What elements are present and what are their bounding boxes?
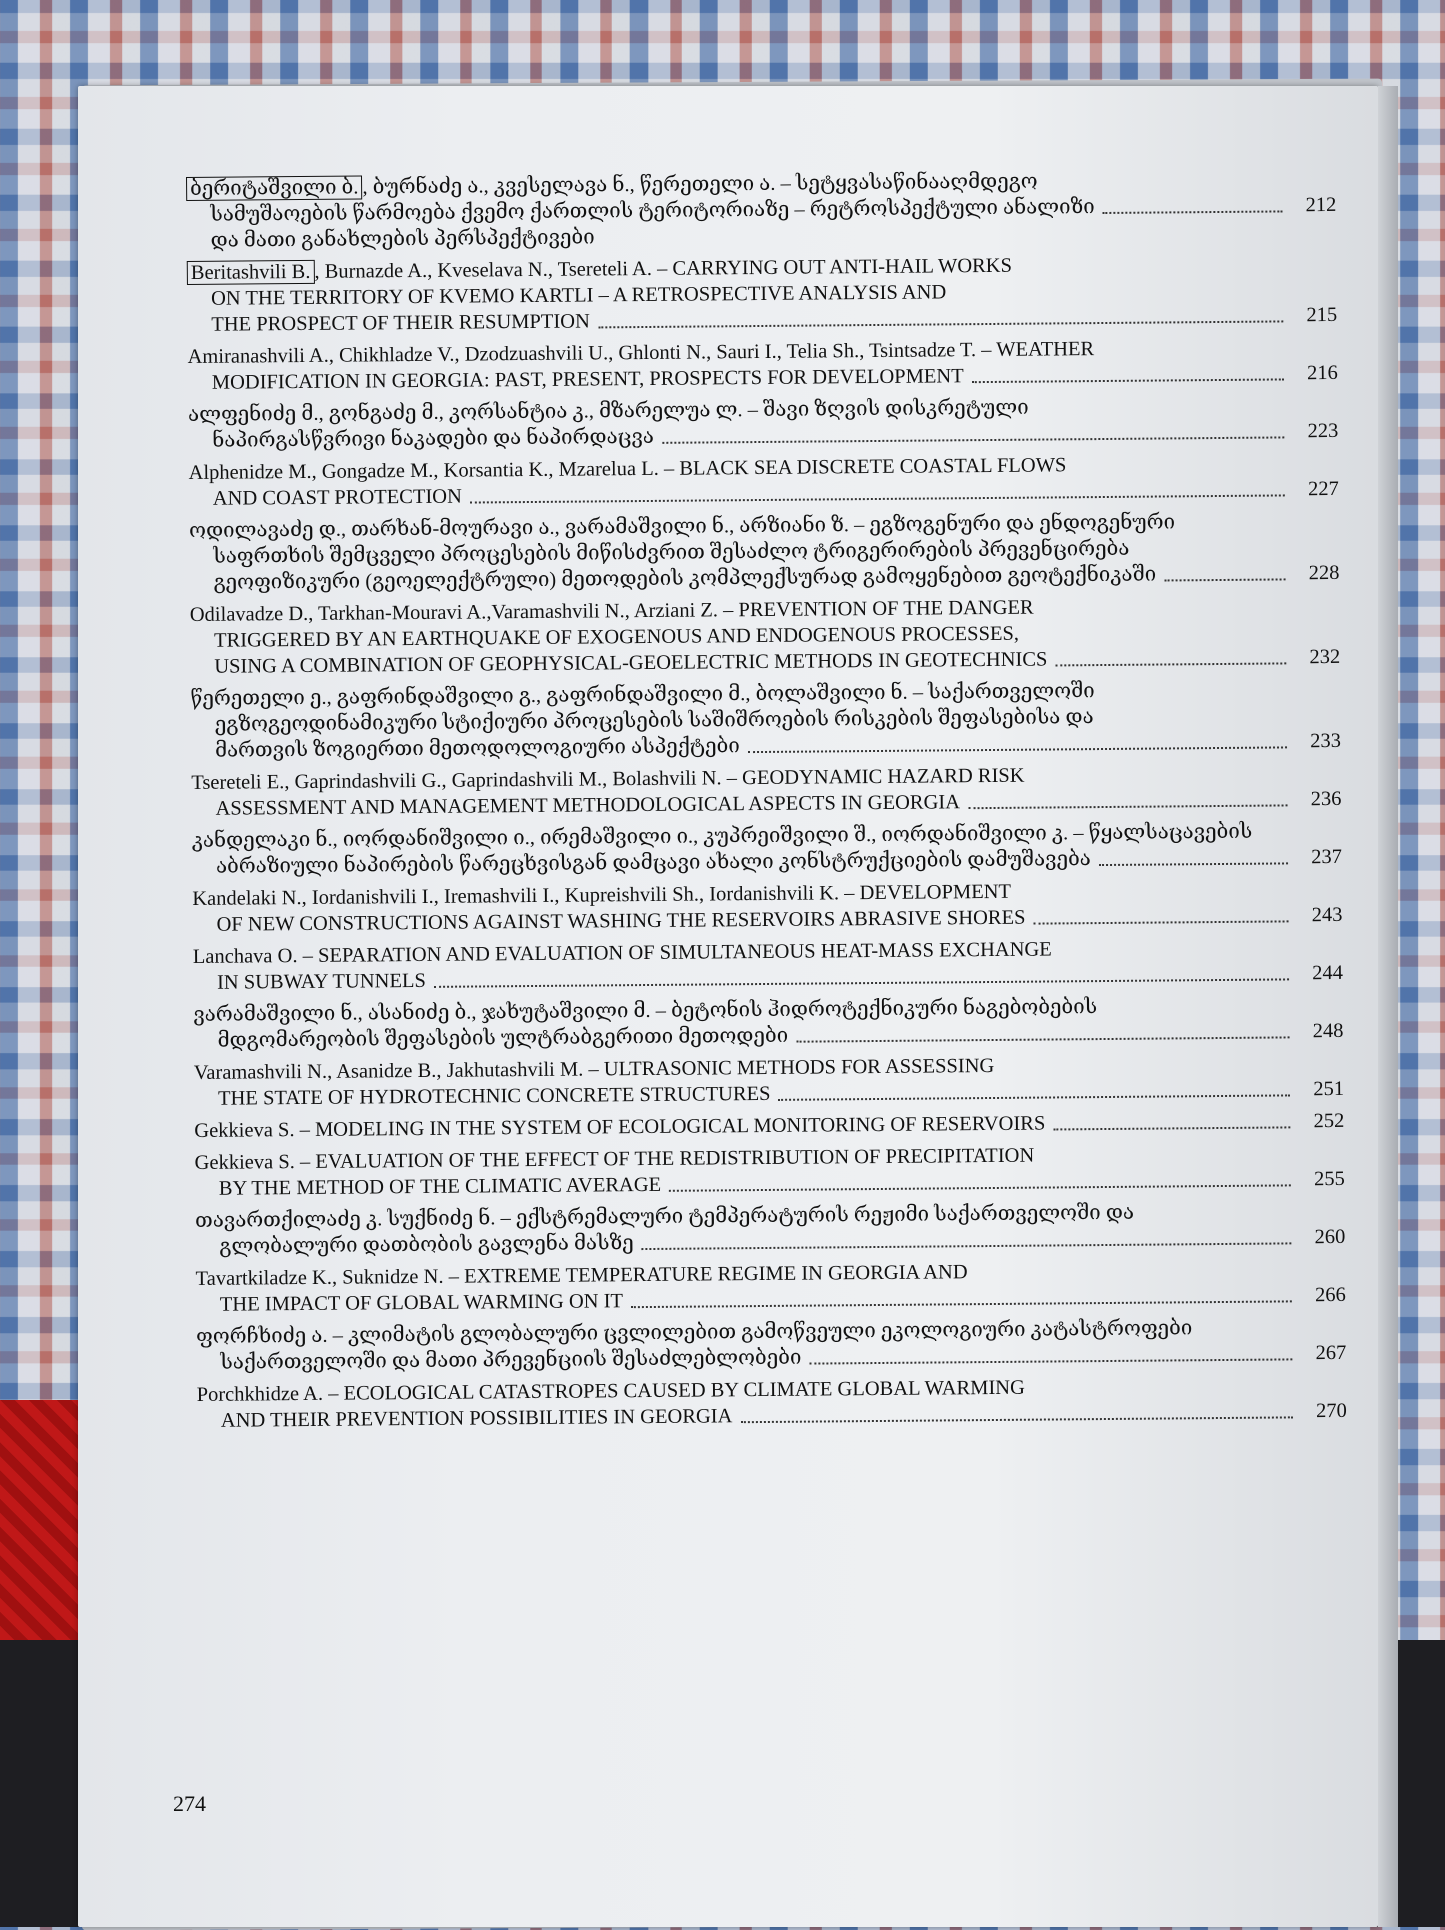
toc-entry <box>192 818 1342 880</box>
toc-text: USING A COMBINATION OF GEOPHYSICAL-GEOELECTRIC METHODS IN GEOTECHNICS <box>214 648 1048 678</box>
dot-leader <box>598 320 1283 328</box>
toc-entry <box>190 592 1341 680</box>
toc-line-text <box>194 1111 1045 1144</box>
toc-page-number[interactable]: 266 <box>1314 1283 1346 1307</box>
toc-text: მდგომარეობის შეფასების ულტრაბგერითი მეთოდები <box>217 1024 789 1052</box>
toc-entry <box>197 1372 1347 1434</box>
toc-text: ოდილავაძე დ., თარხან-მოურავი ა., ვარამაშვილი ნ., არზიანი ზ. – ეგზოგენური და ენდოგენური <box>189 511 1176 542</box>
toc-text: Gekkieva S. – EVALUATION OF THE EFFECT OF THE REDISTRIBUTION OF PRECIPITATION <box>194 1144 1035 1174</box>
toc-line-text <box>219 1230 634 1260</box>
dot-leader <box>662 436 1284 443</box>
toc-entry <box>191 760 1341 822</box>
toc-text: და მათი განახლების პერსპექტივები <box>210 226 595 252</box>
toc-line-text <box>211 308 590 337</box>
toc-page-number[interactable]: 236 <box>1310 787 1342 811</box>
toc-line-text <box>212 424 654 454</box>
toc-line-text <box>220 1288 623 1318</box>
toc-entry <box>192 876 1342 938</box>
toc-text: ნაპირგასწვრივი ნაკადები და ნაპირდაცვა <box>212 425 655 452</box>
dot-leader <box>740 1416 1292 1423</box>
dot-leader <box>470 494 1285 503</box>
toc-entry <box>188 450 1338 512</box>
toc-text: Porchkhidze A. – ECOLOGICAL CATASTROPES CAUSED BY CLIMATE GLOBAL WARMING <box>196 1376 1025 1406</box>
toc-text: Lanchava O. – SEPARATION AND EVALUATION OF SIMULTANEOUS HEAT-MASS EXCHANGE <box>192 938 1052 968</box>
toc-line <box>194 1108 1344 1144</box>
dot-leader <box>434 978 1289 987</box>
toc-page-number[interactable]: 216 <box>1306 361 1338 385</box>
toc-page-number[interactable]: 212 <box>1305 193 1337 217</box>
toc-entry <box>194 1108 1344 1144</box>
toc-entry <box>187 334 1337 396</box>
toc-text: მართვის ზოგიერთი მეთოდოლოგიური ასპექტები <box>214 735 740 762</box>
toc-line-text <box>217 968 426 996</box>
toc-page-number[interactable]: 244 <box>1312 961 1344 985</box>
toc-line-text <box>220 1345 801 1376</box>
toc-text: Alphenidze M., Gongadze M., Korsantia K., Mzarelua L. – BLACK SEA DISCRETE COASTAL FLOWS <box>188 454 1067 484</box>
toc-entry <box>189 508 1340 596</box>
toc-text: THE STATE OF HYDROTECHNIC CONCRETE STRUCTURES <box>217 1082 771 1110</box>
toc-line-text <box>215 733 740 764</box>
toc-text: THE IMPACT OF GLOBAL WARMING ON IT <box>219 1290 624 1316</box>
toc-entry <box>195 1198 1345 1260</box>
toc-text: TRIGGERED BY AN EARTHQUAKE OF EXOGENOUS AND ENDOGENOUS PROCESSES, <box>213 622 1020 652</box>
dot-leader <box>796 1036 1289 1042</box>
toc-text: ASSESSMENT AND MANAGEMENT METHODOLOGICAL ASPECTS IN GEORGIA <box>215 791 961 820</box>
table-of-contents <box>186 166 1347 1440</box>
toc-line-text <box>210 224 594 253</box>
dot-leader <box>1053 1126 1290 1130</box>
toc-text: კანდელაკი ნ., იორდანიშვილი ი., ირემაშვილი ი., კუპრეიშვილი შ., იორდანიშვილი კ. – წყალსაცავების <box>191 820 1253 852</box>
toc-text: IN SUBWAY TUNNELS <box>216 969 426 994</box>
toc-page-number[interactable]: 237 <box>1311 845 1343 869</box>
toc-text: , Burnazde A., Kveselava N., Tsereteli A. – CARRYING OUT ANTI-HAIL WORKS <box>314 254 1013 283</box>
toc-text: AND THEIR PREVENTION POSSIBILITIES IN GEORGIA <box>220 1405 733 1432</box>
toc-text: გეოფიზიკური (გეოელექტრული) მეთოდების კომპლექსურად გამოყენებით გეოტექნიკაში <box>213 563 1157 594</box>
highlighted-author: ბერიტაშვილი ბ. <box>186 175 363 201</box>
toc-page-number[interactable]: 233 <box>1310 729 1342 753</box>
toc-page-number[interactable]: 223 <box>1307 419 1339 443</box>
dot-leader <box>642 1242 1292 1250</box>
book-page <box>78 86 1378 1927</box>
toc-text: ალფენიძე მ., გონგაძე მ., კორსანტია კ., მზარელუა ლ. – შავი ზღვის დისკრეტული <box>187 396 1029 426</box>
toc-line-text <box>212 363 964 396</box>
toc-text: Kandelaki N., Iordanishvili I., Iremashvili I., Kupreishvili Sh., Iordanishvili K. – DEVELOPMENT <box>192 880 1012 910</box>
toc-page-number[interactable]: 260 <box>1314 1225 1346 1249</box>
toc-entry <box>194 1050 1344 1112</box>
toc-entry <box>188 392 1338 454</box>
toc-entry <box>196 1314 1346 1376</box>
toc-text: BY THE METHOD OF THE CLIMATIC AVERAGE <box>218 1173 662 1200</box>
toc-line-text <box>217 1023 788 1054</box>
dot-leader <box>968 804 1288 809</box>
dot-leader <box>1103 210 1283 214</box>
toc-text: Amiranashvili A., Chikhladze V., Dzodzuashvili U., Ghlonti N., Sauri I., Telia Sh., Tsintsadze T. – WEATHER <box>187 338 1095 368</box>
toc-line-text <box>219 1172 662 1202</box>
toc-entry <box>193 934 1343 996</box>
toc-text: AND COAST PROTECTION <box>212 485 462 510</box>
toc-text: ეგზოგეოდინამიკური სტიქიური პროცესების საშიშროების რისკების შეფასებისა და <box>214 706 1094 736</box>
toc-text: აბრაზიული ნაპირების წარეცხვისგან დამცავი ახალი კონსტრუქციების დამუშავება <box>215 848 1091 878</box>
toc-text: წერეთელი ე., გაფრინდაშვილი გ., გაფრინდაშვილი მ., ბოლაშვილი ნ. – საქართველოში <box>190 680 1095 710</box>
toc-page-number[interactable]: 243 <box>1311 903 1343 927</box>
toc-text: MODIFICATION IN GEORGIA: PAST, PRESENT, PROSPECTS FOR DEVELOPMENT <box>211 365 964 394</box>
toc-entry <box>186 166 1337 254</box>
toc-page-number[interactable]: 227 <box>1307 477 1339 501</box>
toc-page-number[interactable]: 267 <box>1315 1341 1347 1365</box>
toc-text: Tavartkiladze K., Suknidze N. – EXTREME TEMPERATURE REGIME IN GEORGIA AND <box>195 1261 968 1290</box>
toc-line-text <box>215 789 960 821</box>
toc-entry <box>196 1256 1346 1318</box>
toc-text: Odilavadze D., Tarkhan-Mouravi A.,Varamashvili N., Arziani Z. – PREVENTION OF THE DANGER <box>189 596 1034 626</box>
toc-text: საფრთხის შემცველი პროცესების მიწისძვრით შესაძლო ტრიგერირების პრევენცირება <box>213 537 1130 568</box>
toc-text: THE PROSPECT OF THEIR RESUMPTION <box>211 310 590 336</box>
toc-line-text <box>213 484 462 512</box>
page-edge <box>1378 86 1398 1927</box>
toc-text: ON THE TERRITORY OF KVEMO KARTLI – A RETROSPECTIVE ANALYSIS AND <box>210 281 947 310</box>
toc-line-text <box>221 1403 733 1433</box>
toc-page-number[interactable]: 232 <box>1309 645 1341 669</box>
toc-page-number[interactable]: 251 <box>1313 1077 1345 1101</box>
dot-leader <box>1099 862 1288 866</box>
toc-entry <box>190 676 1341 764</box>
dot-leader <box>1055 662 1286 666</box>
dot-leader <box>972 378 1284 383</box>
toc-text: Tsereteli E., Gaprindashvili G., Gaprindashvili M., Bolashvili N. – GEODYNAMIC HAZARD RISK <box>191 764 1025 794</box>
toc-page-number[interactable]: 248 <box>1312 1019 1344 1043</box>
toc-entry <box>187 250 1338 338</box>
toc-page-number[interactable]: 228 <box>1308 561 1340 585</box>
toc-text: OF NEW CONSTRUCTIONS AGAINST WASHING THE RESERVOIRS ABRASIVE SHORES <box>216 906 1026 936</box>
toc-text: Gekkieva S. – MODELING IN THE SYSTEM OF ECOLOGICAL MONITORING OF RESERVOIRS <box>194 1112 1046 1142</box>
toc-text: , ბურნაძე ა., კვესელავა ნ., წერეთელი ა. – სეტყვასაწინააღმდეგო <box>362 170 1038 199</box>
toc-page-number[interactable]: 252 <box>1313 1109 1345 1133</box>
toc-text: საქართველოში და მათი პრევენციის შესაძლებლობები <box>220 1346 802 1374</box>
toc-text: გლობალური დათბობის გავლენა მასზე <box>219 1232 634 1258</box>
toc-entry <box>194 1140 1344 1202</box>
dot-leader <box>1034 920 1289 924</box>
dot-leader <box>779 1094 1291 1100</box>
dot-leader <box>809 1358 1292 1364</box>
toc-page-number[interactable]: 255 <box>1313 1167 1345 1191</box>
dot-leader <box>748 746 1287 753</box>
dot-leader <box>631 1300 1292 1308</box>
dot-leader <box>669 1184 1291 1191</box>
page-number: 274 <box>173 1791 206 1816</box>
toc-entry <box>193 992 1343 1054</box>
toc-page-number[interactable]: 270 <box>1315 1399 1347 1423</box>
highlighted-author: Beritashvili B. <box>187 260 315 285</box>
toc-line-text <box>218 1081 771 1112</box>
toc-text: თავართქილაძე კ. სუქნიძე ნ. – ექსტრემალური ტემპერატურის რეჟიმი საქართველოში და <box>195 1201 1135 1232</box>
toc-text: Varamashvili N., Asanidze B., Jakhutashvili M. – ULTRASONIC METHODS FOR ASSESSING <box>193 1054 995 1084</box>
toc-page-number[interactable]: 215 <box>1306 303 1338 327</box>
toc-text: ვარამაშვილი ნ., ასანიძე ბ., ჯახუტაშვილი მ. – ბეტონის ჰიდროტექნიკური ნაგებობების <box>193 996 1098 1026</box>
toc-text: ფორჩხიძე ა. – კლიმატის გლობალური ცვლილებით გამოწვეული ეკოლოგიური კატასტროფები <box>196 1317 1193 1348</box>
dot-leader <box>1164 578 1285 581</box>
toc-text: სამუშაოების წარმოება ქვემო ქართლის ტერიტორიაზე – რეტროსპექტული ანალიზი <box>210 196 1095 226</box>
